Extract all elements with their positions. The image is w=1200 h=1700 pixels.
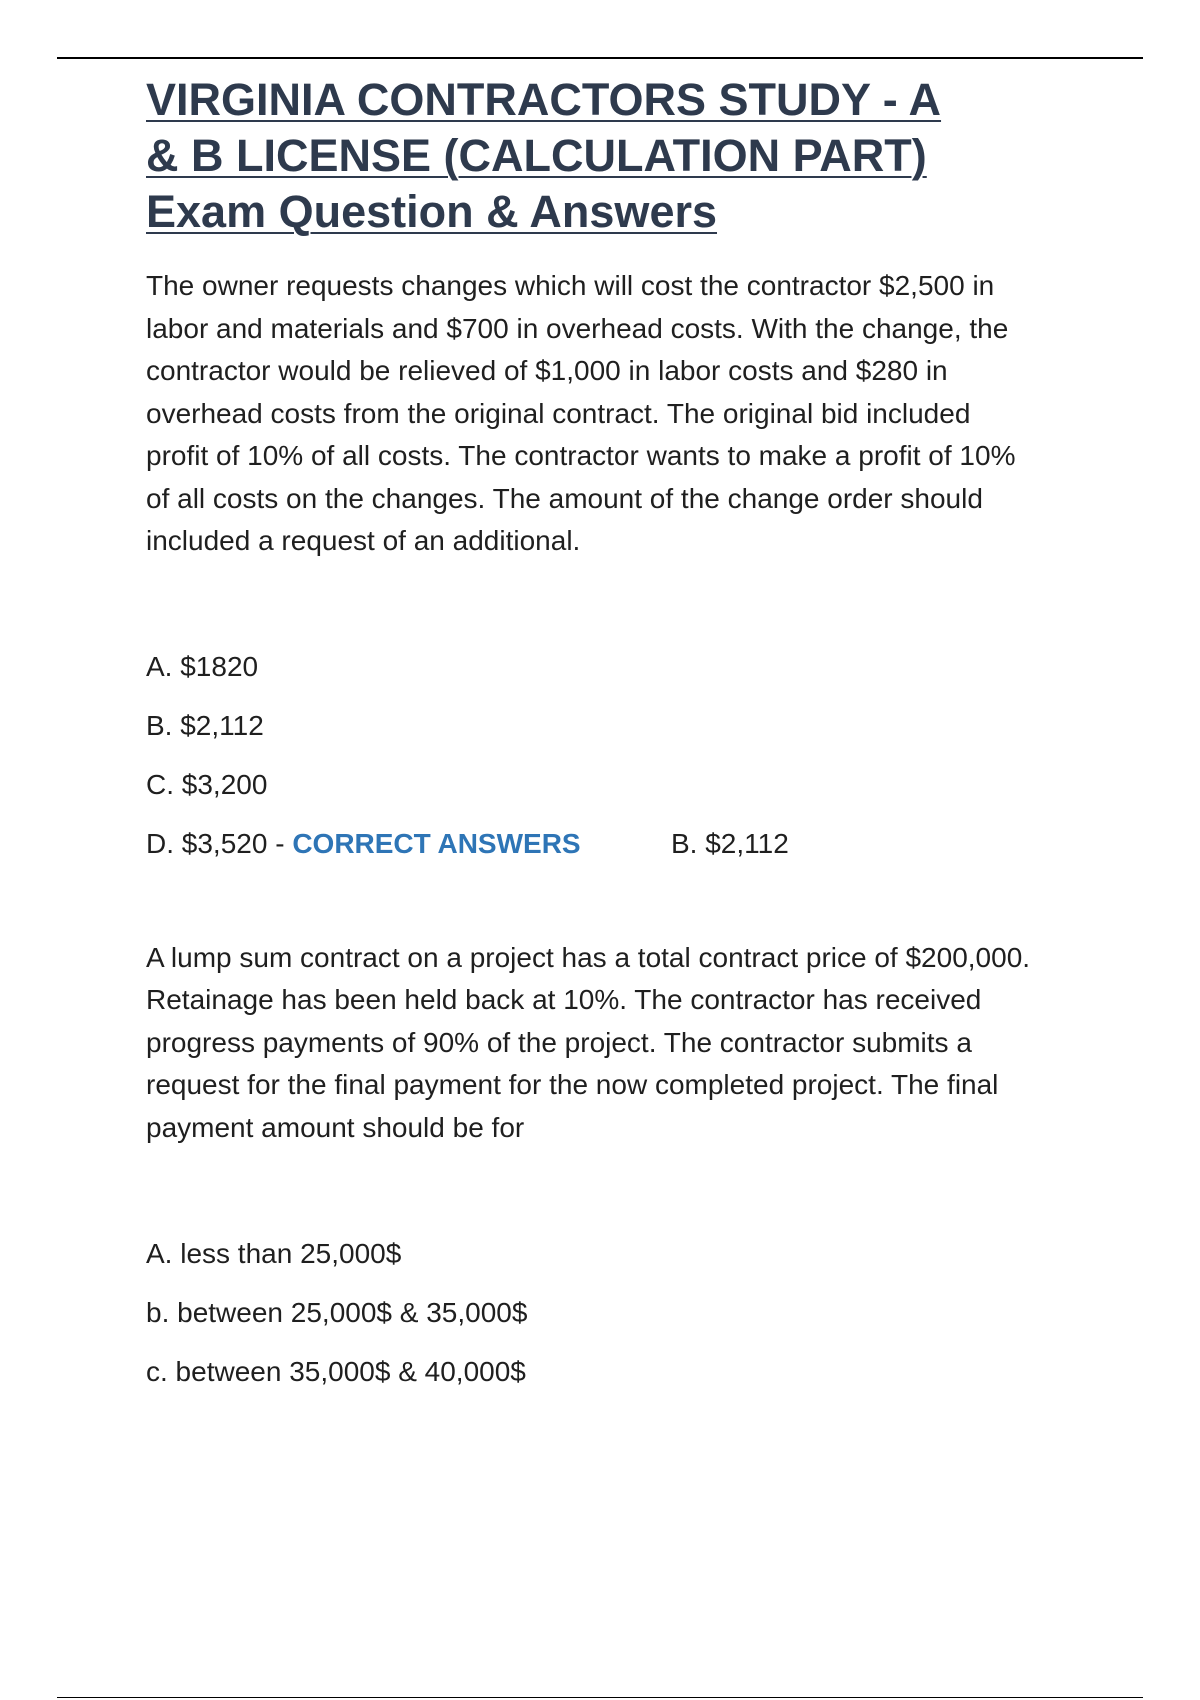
question-line: labor and materials and $700 in overhead costs. With the change, the — [146, 312, 1009, 344]
option-b: b. between 25,000$ & 35,000$ — [146, 1297, 528, 1328]
option-d-with-answer — [146, 827, 1096, 886]
option-a: A. less than 25,000$ — [146, 1238, 402, 1269]
header-rule — [57, 57, 1143, 59]
option-d-text: D. $3,520 - — [146, 827, 293, 859]
option-b: B. $2,112 — [146, 709, 264, 741]
question-line: profit of 10% of all costs. The contractor wants to make a profit of 10% — [146, 440, 1016, 471]
question-line: payment amount should be for — [146, 1111, 525, 1143]
question-2-options — [146, 1237, 1096, 1414]
question-line: A lump sum contract on a project has a total contract price of $200,000. — [146, 941, 1031, 973]
question-line: Retainage has been held back at 10%. The contractor has received — [146, 984, 982, 1015]
question-line: progress payments of 90% of the project. The contractor submits a — [146, 1026, 972, 1058]
question-line: overhead costs from the original contract. The original bid included — [146, 397, 971, 429]
correct-answers-label: CORRECT ANSWERS — [292, 827, 581, 859]
footer-rule — [57, 1697, 1143, 1698]
option-d — [146, 827, 671, 861]
question-line: included a request of an additional. — [146, 525, 581, 556]
option-a: A. $1820 — [146, 650, 259, 682]
title-line: Exam Question & Answers — [146, 186, 718, 237]
document-title — [146, 72, 1096, 240]
title-line: & B LICENSE (CALCULATION PART) — [146, 130, 927, 181]
document-body — [146, 72, 1096, 1414]
question-1-text — [146, 265, 1096, 563]
title-line: VIRGINIA CONTRACTORS STUDY - A — [146, 74, 942, 125]
question-line: request for the final payment for the now completed project. The final — [146, 1069, 999, 1100]
question-2-text — [146, 937, 1096, 1150]
option-c: C. $3,200 — [146, 768, 268, 800]
correct-answer: B. $2,112 — [671, 827, 789, 859]
question-line: The owner requests changes which will cost the contractor $2,500 in — [146, 270, 995, 301]
question-line: contractor would be relieved of $1,000 in labor costs and $280 in — [146, 355, 948, 386]
option-c: c. between 35,000$ & 40,000$ — [146, 1356, 526, 1387]
question-1-options — [146, 650, 1096, 886]
question-line: of all costs on the changes. The amount of the change order should — [146, 482, 983, 514]
